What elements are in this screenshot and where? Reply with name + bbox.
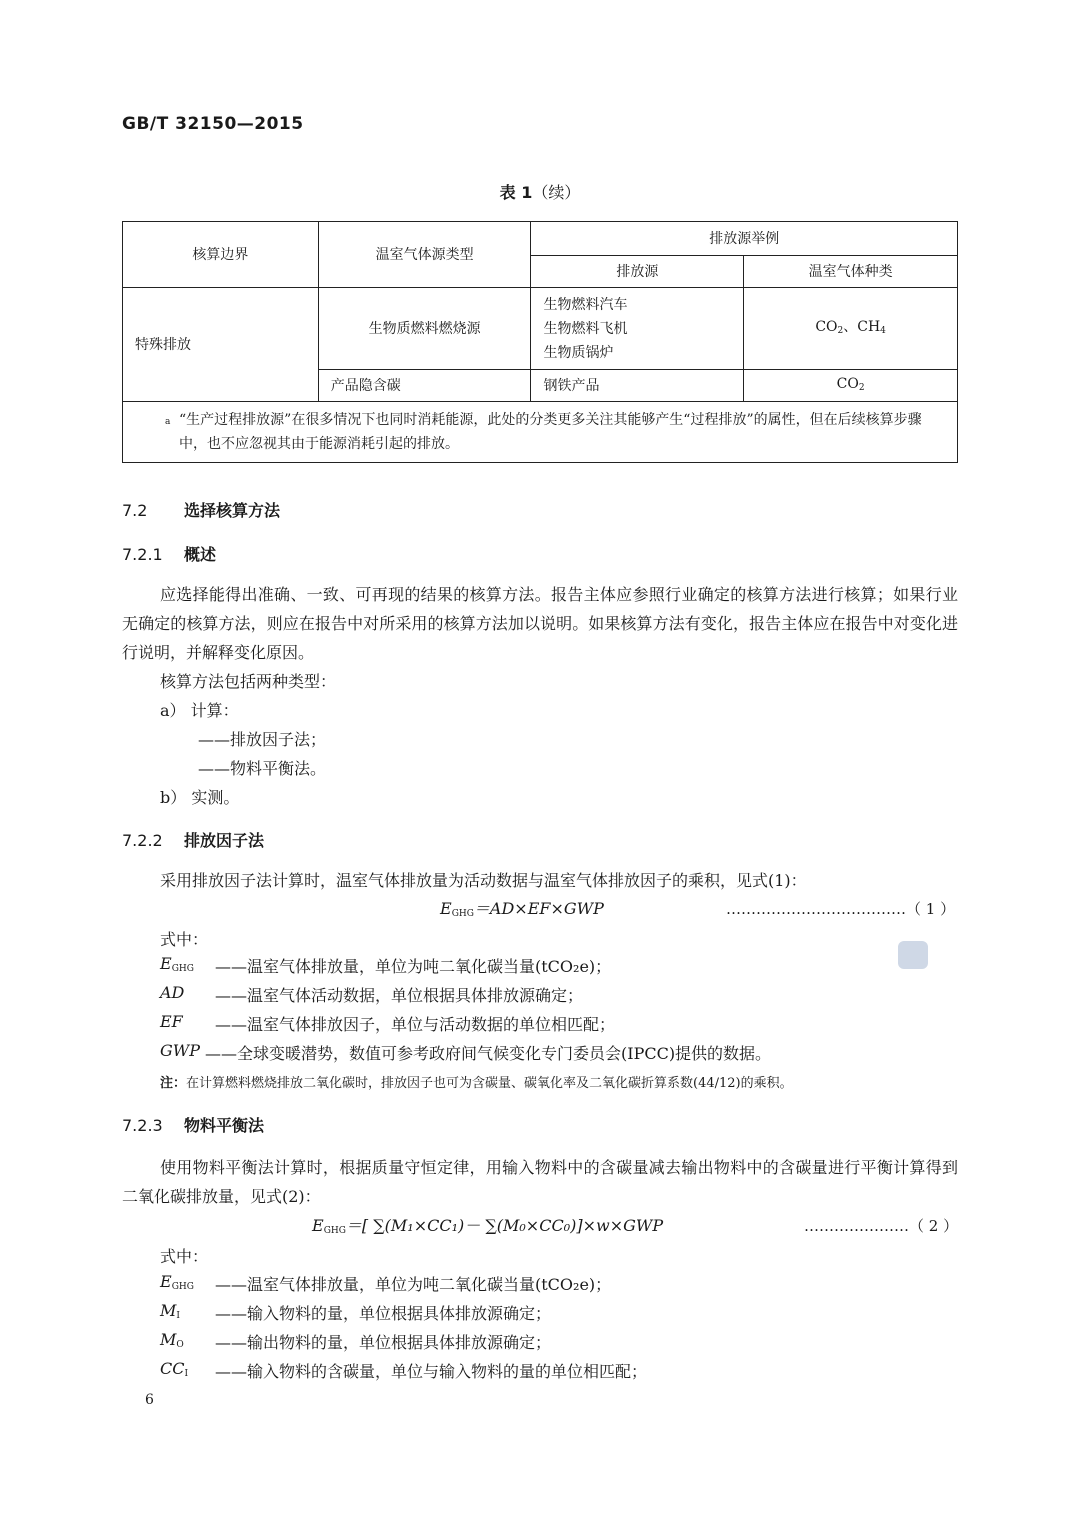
formula-rhs: ＝[ ∑(M₁×CC₁)－ ∑(M₀×CC₀)]×w×GWP (345, 1216, 664, 1235)
cell-r2-type: 产品隐含碳 (318, 370, 531, 402)
section-title: 排放因子法 (184, 831, 265, 850)
symbol-subscript: GHG (171, 1282, 194, 1292)
cell-boundary: 特殊排放 (123, 288, 319, 402)
section-7-2-3-heading (122, 1113, 264, 1136)
def-symbol (160, 1301, 180, 1321)
symbol-text: E (160, 954, 172, 973)
cell-r1-source: 生物质锅炉 (543, 344, 614, 361)
formula-2 (312, 1213, 663, 1236)
list-item-a1: ——排放因子法； (198, 730, 327, 749)
th-source: 排放源 (531, 256, 744, 288)
cell-r2-source: 钢铁产品 (531, 370, 744, 402)
th-boundary: 核算边界 (123, 222, 319, 288)
symbol-subscript: I (184, 1369, 189, 1379)
table-caption-cont: （续） (532, 183, 581, 202)
section-title: 概述 (184, 545, 217, 564)
note-label: 注： (160, 1076, 187, 1091)
cell-r1-source: 生物燃料汽车 (543, 296, 628, 313)
def-symbol (160, 1272, 194, 1292)
types-intro: 核算方法包括两种类型： (160, 672, 337, 691)
formula-1 (440, 896, 604, 919)
table-header-row (123, 222, 958, 256)
cell-r2-gas (744, 370, 958, 402)
symbol-text: M (160, 1330, 177, 1349)
section-7-2-1-heading (122, 542, 216, 565)
section-number: 7.2.2 (122, 831, 163, 850)
formula-subscript: GHG (323, 1226, 346, 1236)
def-text: ——温室气体排放量，单位为吨二氧化碳当量(tCO₂e)； (215, 1275, 612, 1294)
sac-watermark-icon (898, 941, 928, 969)
gas-ch: 、CH (843, 318, 881, 335)
symbol-text: CC (160, 1359, 185, 1378)
page-number: 6 (145, 1392, 154, 1408)
gas-sub: 4 (880, 325, 886, 336)
section-number: 7.2.3 (122, 1116, 163, 1135)
section-number: 7.2.1 (122, 545, 163, 564)
table-footnote (123, 402, 958, 463)
def-text: ——输入物料的含碳量，单位与输入物料的量的单位相匹配； (215, 1362, 648, 1381)
section-title: 选择核算方法 (184, 501, 281, 520)
list-item-a2: ——物料平衡法。 (198, 759, 327, 778)
section-7-2-3-paragraph: 使用物料平衡法计算时，根据质量守恒定律，用输入物料中的含碳量减去输出物料中的含碳量进行平衡计算得到二氧化碳排放量，见式(2)： (122, 1158, 958, 1206)
gas-co: CO (815, 318, 838, 335)
def-symbol (160, 1359, 188, 1379)
footnote-mark: a (165, 417, 171, 427)
section-number: 7.2 (122, 501, 148, 520)
definitions-2 (0, 1272, 1080, 1388)
section-7-2-2-paragraph: 采用排放因子法计算时，温室气体排放量为活动数据与温室气体排放因子的乘积，见式(1)： (160, 871, 807, 890)
list-item-b: b） 实测。 (160, 788, 240, 807)
th-examples: 排放源举例 (531, 222, 958, 256)
equation-number-2: …………………（ 2 ） (804, 1217, 959, 1235)
section-title: 物料平衡法 (184, 1116, 265, 1135)
table-caption-title: 表 1 (499, 183, 533, 202)
th-source-type: 温室气体源类型 (318, 222, 531, 288)
th-gas: 温室气体种类 (744, 256, 958, 288)
definitions-1 (0, 954, 1080, 1070)
footnote-text: “生产过程排放源”在很多情况下也同时消耗能源，此处的分类更多关注其能够产生“过程排放”的属性，但在后续核算步骤中，也不应忽视其由于能源消耗引起的排放。 (179, 412, 922, 452)
table-footnote-row (123, 402, 958, 463)
def-text: ——输出物料的量，单位根据具体排放源确定； (215, 1333, 552, 1352)
cell-r1-sources (531, 288, 744, 370)
cell-r1-type: 生物质燃料燃烧源 (318, 288, 531, 370)
def-text: ——全球变暖潜势，数值可参考政府间气候变化专门委员会(IPCC)提供的数据。 (205, 1044, 772, 1063)
formula-symbol: E (312, 1216, 324, 1235)
def-symbol: EF (160, 1012, 183, 1031)
equation-number-1: ………………………………（ 1 ） (726, 900, 956, 918)
section-7-2-2-heading (122, 828, 264, 851)
def-symbol: AD (160, 983, 185, 1002)
emission-source-table (122, 221, 958, 463)
symbol-subscript: GHG (171, 964, 194, 974)
list-item-a: a） 计算： (160, 701, 239, 720)
symbol-subscript: O (176, 1340, 184, 1350)
def-text: ——温室气体排放量，单位为吨二氧化碳当量(tCO₂e)； (215, 957, 612, 976)
note-7-2-2 (160, 1072, 793, 1091)
gas-sub: 2 (858, 382, 865, 393)
formula-rhs: ＝AD×EF×GWP (473, 899, 604, 918)
def-symbol (160, 1330, 184, 1350)
formula-subscript: GHG (451, 909, 474, 919)
def-text: ——温室气体排放因子，单位与活动数据的单位相匹配； (215, 1015, 616, 1034)
gas-co: CO (836, 375, 859, 392)
section-7-2-heading (122, 498, 280, 521)
standard-code: GB/T 32150—2015 (122, 114, 304, 134)
note-text: 在计算燃料燃烧排放二氧化碳时，排放因子也可为含碳量、碳氧化率及二氧化碳折算系数(44/12)的乘积。 (186, 1076, 793, 1091)
def-text: ——输入物料的量，单位根据具体排放源确定； (215, 1304, 552, 1323)
symbol-subscript: I (176, 1311, 180, 1321)
cell-r1-source: 生物燃料飞机 (543, 320, 628, 337)
gas-sub: 2 (837, 325, 844, 336)
def-symbol (160, 954, 194, 974)
symbol-text: M (160, 1301, 177, 1320)
where-label: 式中： (160, 1247, 209, 1266)
table-caption (0, 180, 1080, 203)
table-row (123, 288, 958, 370)
def-symbol: GWP (160, 1041, 200, 1060)
section-7-2-1-paragraph: 应选择能得出准确、一致、可再现的结果的核算方法。报告主体应参照行业确定的核算方法进行核算；如果行业无确定的核算方法，则应在报告中对所采用的核算方法加以说明。如果核算方法有变化，报告主体应在报告中对变化进行说明，并解释变化原因。 (122, 585, 958, 662)
symbol-text: E (160, 1272, 172, 1291)
formula-symbol: E (440, 899, 452, 918)
def-text: ——温室气体活动数据，单位根据具体排放源确定； (215, 986, 584, 1005)
where-label: 式中： (160, 930, 209, 949)
cell-r1-gas (744, 288, 958, 370)
